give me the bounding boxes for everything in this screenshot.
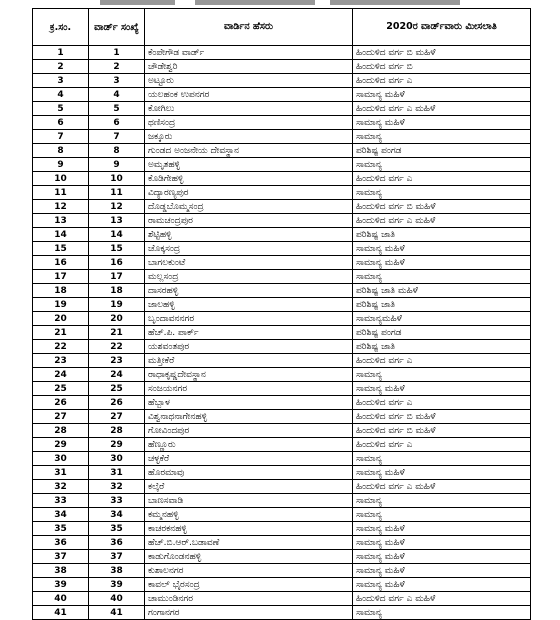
table-row bbox=[33, 508, 531, 522]
ward-number-cell: 13 bbox=[89, 214, 145, 228]
header-ward-name: ವಾರ್ಡಿನ ಹೆಸರು bbox=[145, 9, 353, 46]
header-serial: ಕ್ರ.ಸಂ. bbox=[33, 9, 89, 46]
serial-cell: 8 bbox=[33, 144, 89, 158]
ward-name-cell: ಕಾಚರಕನಹಳ್ಳಿ bbox=[145, 522, 353, 536]
reservation-cell: ಹಿಂದುಳಿದ ವರ್ಗ ಎ bbox=[353, 74, 531, 88]
serial-cell: 33 bbox=[33, 494, 89, 508]
ward-number-cell: 10 bbox=[89, 172, 145, 186]
serial-cell: 40 bbox=[33, 592, 89, 606]
table-row bbox=[33, 130, 531, 144]
serial-cell: 2 bbox=[33, 60, 89, 74]
reservation-cell: ಸಾಮಾನ್ಯ bbox=[353, 158, 531, 172]
table-row bbox=[33, 536, 531, 550]
table-row bbox=[33, 270, 531, 284]
ward-number-cell: 1 bbox=[89, 46, 145, 60]
reservation-cell: ಸಾಮಾನ್ಯ ಮಹಿಳೆ bbox=[353, 564, 531, 578]
reservation-cell: ಸಾಮಾನ್ಯ bbox=[353, 368, 531, 382]
reservation-cell: ಸಾಮಾನ್ಯ ಮಹಿಳೆ bbox=[353, 578, 531, 592]
ward-number-cell: 9 bbox=[89, 158, 145, 172]
serial-cell: 17 bbox=[33, 270, 89, 284]
serial-cell: 28 bbox=[33, 424, 89, 438]
serial-cell: 38 bbox=[33, 564, 89, 578]
ward-number-cell: 29 bbox=[89, 438, 145, 452]
ward-number-cell: 20 bbox=[89, 312, 145, 326]
ward-name-cell: ಚಾಮುಂಡಿನಗರ bbox=[145, 592, 353, 606]
reservation-cell: ಸಾಮಾನ್ಯ bbox=[353, 186, 531, 200]
serial-cell: 12 bbox=[33, 200, 89, 214]
ward-number-cell: 31 bbox=[89, 466, 145, 480]
table-row bbox=[33, 452, 531, 466]
ward-number-cell: 14 bbox=[89, 228, 145, 242]
serial-cell: 13 bbox=[33, 214, 89, 228]
reservation-cell: ಪರಿಶಿಷ್ಟ ಜಾತಿ bbox=[353, 340, 531, 354]
ward-number-cell: 38 bbox=[89, 564, 145, 578]
reservation-cell: ಹಿಂದುಳಿದ ವರ್ಗ ಬಿ ಮಹಿಳೆ bbox=[353, 424, 531, 438]
ward-name-cell: ಮತ್ತೀಕೆರೆ bbox=[145, 354, 353, 368]
cropped-header-strip bbox=[0, 0, 560, 6]
ward-number-cell: 7 bbox=[89, 130, 145, 144]
reservation-cell: ಸಾಮಾನ್ಯ ಮಹಿಳೆ bbox=[353, 116, 531, 130]
ward-number-cell: 11 bbox=[89, 186, 145, 200]
table-row bbox=[33, 550, 531, 564]
table-row bbox=[33, 382, 531, 396]
ward-name-cell: ಚೊಕ್ಕಸಂದ್ರ bbox=[145, 242, 353, 256]
ward-name-cell: ವಿದ್ಯಾರಣ್ಯಪುರ bbox=[145, 186, 353, 200]
reservation-cell: ಸಾಮಾನ್ಯ ಮಹಿಳೆ bbox=[353, 522, 531, 536]
reservation-cell: ಹಿಂದುಳಿದ ವರ್ಗ ಬಿ bbox=[353, 60, 531, 74]
serial-cell: 1 bbox=[33, 46, 89, 60]
serial-cell: 27 bbox=[33, 410, 89, 424]
reservation-cell: ಹಿಂದುಳಿದ ವರ್ಗ ಎ ಮಹಿಳೆ bbox=[353, 480, 531, 494]
serial-cell: 32 bbox=[33, 480, 89, 494]
reservation-cell: ಪರಿಶಿಷ್ಟ ಜಾತಿ bbox=[353, 228, 531, 242]
serial-cell: 6 bbox=[33, 116, 89, 130]
ward-name-cell: ಮಲ್ಲಸಂದ್ರ bbox=[145, 270, 353, 284]
ward-number-cell: 19 bbox=[89, 298, 145, 312]
ward-name-cell: ಶೆಟ್ಟಿಹಳ್ಳಿ bbox=[145, 228, 353, 242]
ward-number-cell: 30 bbox=[89, 452, 145, 466]
table-row bbox=[33, 284, 531, 298]
ward-name-cell: ಅಮೃತಹಳ್ಳಿ bbox=[145, 158, 353, 172]
ward-name-cell: ರಾಮಚಂದ್ರಪುರ bbox=[145, 214, 353, 228]
header-reservation: 2020ರ ವಾರ್ಡ್‌ವಾರು ಮೀಸಲಾತಿ bbox=[353, 9, 531, 46]
ward-name-cell: ಗೋವಿಂದಪುರ bbox=[145, 424, 353, 438]
reservation-cell: ಸಾಮಾನ್ಯ ಮಹಿಳೆ bbox=[353, 88, 531, 102]
ward-name-cell: ಗಂಗಾನಗರ bbox=[145, 606, 353, 620]
table-row bbox=[33, 242, 531, 256]
table-row bbox=[33, 326, 531, 340]
reservation-cell: ಹಿಂದುಳಿದ ವರ್ಗ ಬಿ ಮಹಿಳೆ bbox=[353, 46, 531, 60]
table-row bbox=[33, 410, 531, 424]
ward-name-cell: ಅಟ್ಟೂರು bbox=[145, 74, 353, 88]
serial-cell: 7 bbox=[33, 130, 89, 144]
ward-name-cell: ಕಾಡುಗೊಂಡನಹಳ್ಳಿ bbox=[145, 550, 353, 564]
ward-number-cell: 12 bbox=[89, 200, 145, 214]
reservation-cell: ಹಿಂದುಳಿದ ವರ್ಗ ಎ bbox=[353, 172, 531, 186]
table-row bbox=[33, 172, 531, 186]
table-row bbox=[33, 480, 531, 494]
serial-cell: 21 bbox=[33, 326, 89, 340]
table-row bbox=[33, 578, 531, 592]
ward-name-cell: ದಾಸರಹಳ್ಳಿ bbox=[145, 284, 353, 298]
ward-name-cell: ಗುಂಡದ ಅಂಜನೇಯ ದೇವಸ್ಥಾನ bbox=[145, 144, 353, 158]
reservation-cell: ಸಾಮಾನ್ಯ bbox=[353, 508, 531, 522]
table-row bbox=[33, 522, 531, 536]
ward-name-cell: ಕಾವಲ್ ಭೈರಸಂದ್ರ bbox=[145, 578, 353, 592]
reservation-cell: ಹಿಂದುಳಿದ ವರ್ಗ ಎ bbox=[353, 354, 531, 368]
ward-number-cell: 3 bbox=[89, 74, 145, 88]
table-row bbox=[33, 368, 531, 382]
table-row bbox=[33, 606, 531, 620]
table-row bbox=[33, 340, 531, 354]
serial-cell: 19 bbox=[33, 298, 89, 312]
serial-cell: 37 bbox=[33, 550, 89, 564]
ward-number-cell: 17 bbox=[89, 270, 145, 284]
ward-name-cell: ಸಂಜಯನಗರ bbox=[145, 382, 353, 396]
ward-name-cell: ಬಾಗಲಕುಂಟೆ bbox=[145, 256, 353, 270]
table-row bbox=[33, 74, 531, 88]
serial-cell: 22 bbox=[33, 340, 89, 354]
ward-name-cell: ಚಳ್ಳಕೆರೆ bbox=[145, 452, 353, 466]
table-row bbox=[33, 88, 531, 102]
ward-number-cell: 4 bbox=[89, 88, 145, 102]
table-row bbox=[33, 214, 531, 228]
ward-name-cell: ಕಲ್ಕೆರೆ bbox=[145, 480, 353, 494]
reservation-cell: ಸಾಮಾನ್ಯ ಮಹಿಳೆ bbox=[353, 382, 531, 396]
ward-name-cell: ಕೋಗಿಲು bbox=[145, 102, 353, 116]
reservation-cell: ಹಿಂದುಳಿದ ವರ್ಗ ಬಿ ಮಹಿಳೆ bbox=[353, 200, 531, 214]
table-body bbox=[33, 46, 531, 620]
ward-reservation-table bbox=[32, 8, 531, 620]
serial-cell: 31 bbox=[33, 466, 89, 480]
reservation-cell: ಸಾಮಾನ್ಯ ಮಹಿಳೆ bbox=[353, 466, 531, 480]
table-row bbox=[33, 466, 531, 480]
serial-cell: 36 bbox=[33, 536, 89, 550]
ward-name-cell: ಥಣಿಸಂದ್ರ bbox=[145, 116, 353, 130]
ward-name-cell: ಯಲಹಂಕ ಉಪನಗರ bbox=[145, 88, 353, 102]
ward-name-cell: ಚೌಡೇಶ್ವರಿ bbox=[145, 60, 353, 74]
table-row bbox=[33, 60, 531, 74]
table-row bbox=[33, 46, 531, 60]
table-row bbox=[33, 592, 531, 606]
ward-name-cell: ಹೆಚ್.ಪಿ. ಪಾರ್ಕ್ bbox=[145, 326, 353, 340]
ward-name-cell: ಬೃಂದಾವನನಗರ bbox=[145, 312, 353, 326]
serial-cell: 5 bbox=[33, 102, 89, 116]
serial-cell: 15 bbox=[33, 242, 89, 256]
table-row bbox=[33, 312, 531, 326]
ward-name-cell: ಹೆಬ್ಬಾಳ bbox=[145, 396, 353, 410]
serial-cell: 14 bbox=[33, 228, 89, 242]
serial-cell: 16 bbox=[33, 256, 89, 270]
ward-name-cell: ಕೆಂಪೇಗೌಡ ವಾರ್ಡ್ bbox=[145, 46, 353, 60]
serial-cell: 3 bbox=[33, 74, 89, 88]
ward-number-cell: 16 bbox=[89, 256, 145, 270]
ward-number-cell: 5 bbox=[89, 102, 145, 116]
ward-number-cell: 40 bbox=[89, 592, 145, 606]
reservation-cell: ಸಾಮಾನ್ಯ bbox=[353, 452, 531, 466]
ward-number-cell: 25 bbox=[89, 382, 145, 396]
table-row bbox=[33, 354, 531, 368]
ward-number-cell: 23 bbox=[89, 354, 145, 368]
reservation-cell: ಸಾಮಾನ್ಯ bbox=[353, 270, 531, 284]
table-row bbox=[33, 200, 531, 214]
reservation-cell: ಹಿಂದುಳಿದ ವರ್ಗ ಎ ಮಹಿಳೆ bbox=[353, 102, 531, 116]
reservation-cell: ಸಾಮಾನ್ಯ ಮಹಿಳೆ bbox=[353, 550, 531, 564]
reservation-cell: ಪರಿಶಿಷ್ಟ ಜಾತಿ bbox=[353, 298, 531, 312]
ward-name-cell: ಜಾಲಹಳ್ಳಿ bbox=[145, 298, 353, 312]
table-row bbox=[33, 438, 531, 452]
table-row bbox=[33, 158, 531, 172]
reservation-cell: ಹಿಂದುಳಿದ ವರ್ಗ ಎ bbox=[353, 438, 531, 452]
ward-number-cell: 15 bbox=[89, 242, 145, 256]
table-row bbox=[33, 424, 531, 438]
reservation-cell: ಸಾಮಾನ್ಯ ಮಹಿಳೆ bbox=[353, 256, 531, 270]
ward-name-cell: ದೊಡ್ಡಬೊಮ್ಮಸಂದ್ರ bbox=[145, 200, 353, 214]
ward-number-cell: 2 bbox=[89, 60, 145, 74]
serial-cell: 26 bbox=[33, 396, 89, 410]
table-row bbox=[33, 102, 531, 116]
reservation-cell: ಪರಿಶಿಷ್ಟ ಜಾತಿ ಮಹಿಳೆ bbox=[353, 284, 531, 298]
table-row bbox=[33, 298, 531, 312]
serial-cell: 4 bbox=[33, 88, 89, 102]
serial-cell: 34 bbox=[33, 508, 89, 522]
serial-cell: 18 bbox=[33, 284, 89, 298]
ward-name-cell: ಹೊರಮಾವು bbox=[145, 466, 353, 480]
ward-number-cell: 41 bbox=[89, 606, 145, 620]
ward-name-cell: ಯಶವಂತಪುರ bbox=[145, 340, 353, 354]
ward-name-cell: ಹೆಚ್.ಬಿ.ಆರ್.ಬಡಾವಣೆ bbox=[145, 536, 353, 550]
table-row bbox=[33, 228, 531, 242]
table-row bbox=[33, 494, 531, 508]
serial-cell: 20 bbox=[33, 312, 89, 326]
serial-cell: 35 bbox=[33, 522, 89, 536]
reservation-cell: ಸಾಮಾನ್ಯ ಮಹಿಳೆ bbox=[353, 536, 531, 550]
ward-number-cell: 22 bbox=[89, 340, 145, 354]
serial-cell: 9 bbox=[33, 158, 89, 172]
ward-number-cell: 18 bbox=[89, 284, 145, 298]
serial-cell: 10 bbox=[33, 172, 89, 186]
ward-name-cell: ವಿಶ್ವನಾಥನಾಗೇನಹಳ್ಳಿ bbox=[145, 410, 353, 424]
ward-number-cell: 35 bbox=[89, 522, 145, 536]
reservation-cell: ಹಿಂದುಳಿದ ವರ್ಗ ಎ ಮಹಿಳೆ bbox=[353, 214, 531, 228]
reservation-cell: ಸಾಮಾನ್ಯಮಹಿಳೆ bbox=[353, 312, 531, 326]
table-row bbox=[33, 186, 531, 200]
table-row bbox=[33, 256, 531, 270]
ward-number-cell: 26 bbox=[89, 396, 145, 410]
serial-cell: 41 bbox=[33, 606, 89, 620]
reservation-cell: ಹಿಂದುಳಿದ ವರ್ಗ ಎ bbox=[353, 396, 531, 410]
reservation-cell: ಹಿಂದುಳಿದ ವರ್ಗ ಎ ಮಹಿಳೆ bbox=[353, 592, 531, 606]
table-row bbox=[33, 564, 531, 578]
ward-number-cell: 37 bbox=[89, 550, 145, 564]
reservation-cell: ಸಾಮಾನ್ಯ bbox=[353, 130, 531, 144]
ward-name-cell: ಹೆಣ್ಣೂರು bbox=[145, 438, 353, 452]
ward-number-cell: 24 bbox=[89, 368, 145, 382]
reservation-cell: ಪರಿಶಿಷ್ಟ ಪಂಗಡ bbox=[353, 326, 531, 340]
reservation-cell: ಸಾಮಾನ್ಯ ಮಹಿಳೆ bbox=[353, 242, 531, 256]
ward-number-cell: 32 bbox=[89, 480, 145, 494]
reservation-cell: ಸಾಮಾನ್ಯ bbox=[353, 606, 531, 620]
serial-cell: 29 bbox=[33, 438, 89, 452]
serial-cell: 39 bbox=[33, 578, 89, 592]
ward-number-cell: 36 bbox=[89, 536, 145, 550]
ward-name-cell: ಕೊಡಿಗೇಹಳ್ಳಿ bbox=[145, 172, 353, 186]
ward-name-cell: ಬಾಣಸವಾಡಿ bbox=[145, 494, 353, 508]
serial-cell: 30 bbox=[33, 452, 89, 466]
ward-number-cell: 6 bbox=[89, 116, 145, 130]
reservation-cell: ಹಿಂದುಳಿದ ವರ್ಗ ಬಿ ಮಹಿಳೆ bbox=[353, 410, 531, 424]
reservation-cell: ಪರಿಶಿಷ್ಟ ಪಂಗಡ bbox=[353, 144, 531, 158]
ward-name-cell: ಕಮ್ಮನಹಳ್ಳಿ bbox=[145, 508, 353, 522]
table-header-row bbox=[33, 9, 531, 46]
ward-name-cell: ಜಕ್ಕೂರು bbox=[145, 130, 353, 144]
ward-number-cell: 33 bbox=[89, 494, 145, 508]
ward-number-cell: 39 bbox=[89, 578, 145, 592]
table-row bbox=[33, 396, 531, 410]
ward-name-cell: ಕುಶಾಲನಗರ bbox=[145, 564, 353, 578]
ward-number-cell: 27 bbox=[89, 410, 145, 424]
ward-number-cell: 34 bbox=[89, 508, 145, 522]
serial-cell: 24 bbox=[33, 368, 89, 382]
ward-number-cell: 8 bbox=[89, 144, 145, 158]
ward-number-cell: 21 bbox=[89, 326, 145, 340]
serial-cell: 23 bbox=[33, 354, 89, 368]
table-row bbox=[33, 116, 531, 130]
ward-name-cell: ರಾಧಾಕೃಷ್ಣದೇವಸ್ಥಾನ bbox=[145, 368, 353, 382]
serial-cell: 25 bbox=[33, 382, 89, 396]
ward-number-cell: 28 bbox=[89, 424, 145, 438]
reservation-cell: ಸಾಮಾನ್ಯ bbox=[353, 494, 531, 508]
header-ward-number: ವಾರ್ಡ್ ಸಂಖ್ಯೆ bbox=[89, 9, 145, 46]
table-row bbox=[33, 144, 531, 158]
serial-cell: 11 bbox=[33, 186, 89, 200]
